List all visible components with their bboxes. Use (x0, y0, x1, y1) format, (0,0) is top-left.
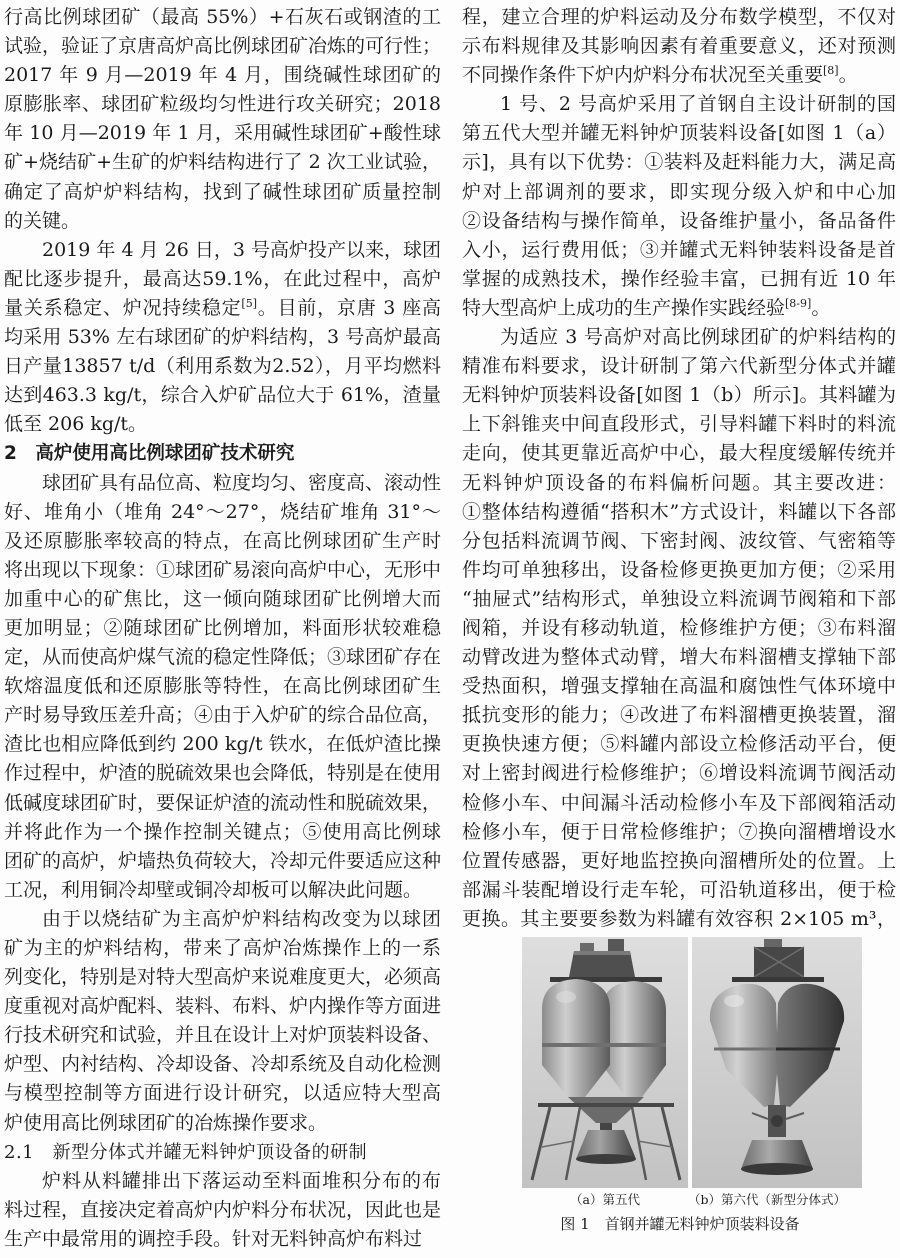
text-line: 检修小车，便于日常检修维护；⑦换向溜槽增设水 (462, 820, 896, 843)
text-line: 2017 年 9 月—2019 年 4 月，围绕碱性球团矿的 (4, 64, 441, 87)
paragraph (4, 905, 441, 1138)
text-line: 部漏斗装配增设行走车轮，可沿轨道移出，便于检 (462, 878, 896, 901)
text-line: 位置传感器，更好地监控换向溜槽所处的位置。上 (462, 849, 896, 872)
text-line: ②设备结构与操作简单，设备维护量小，备品备件 (462, 209, 896, 232)
text-line: 动臂改进为整体式动臂，增大布料溜槽支撑轴下部 (462, 646, 896, 669)
text-line: 走向，使其更靠近高炉中心，最大程度缓解传统并 (462, 442, 896, 465)
text-line: 程，建立合理的炉料运动及分布数学模型，不仅对 (462, 6, 896, 28)
text-line: 第五代大型并罐无料钟炉顶装料设备[如图 1（a） (462, 122, 896, 145)
text-line: 年 10 月—2019 年 1 月，采用碱性球团矿+酸性球 (4, 122, 441, 145)
text-line: 达到463.3 kg/t，综合入炉矿品位大于 61%，渣量 (4, 384, 441, 407)
text-line: 作过程中，炉渣的脱硫效果也会降低，特别是在使用 (4, 762, 441, 785)
text-line: 度重视对高炉配料、装料、布料、炉内操作等方面进 (4, 995, 441, 1018)
text-line: 矿为主的炉料结构，带来了高炉冶炼操作上的一系 (4, 937, 441, 959)
distribution-chute-housing (741, 1140, 813, 1175)
text-line: 与模型控制等方面进行设计研究，以适应特大型高 (4, 1082, 441, 1105)
text-line: 1 号、2 号高炉采用了首钢自主设计研制的国 (500, 93, 896, 116)
text-line: 球团矿具有品位高、粒度均匀、密度高、滚动性 (42, 471, 441, 494)
text-line: 炉使用高比例球团矿的冶炼操作要求。 (4, 1111, 328, 1134)
text-line: 2 高炉使用高比例球团矿技术研究 (4, 443, 295, 465)
text-line: 精准布料要求，设计研制了第六代新型分体式并罐 (462, 355, 896, 378)
text-line (462, 61, 896, 90)
text-line: 更换快速方便；⑤料罐内部设立检修活动平台，便 (462, 733, 896, 756)
text-line: 并将此作为一个操作控制关键点；⑤使用高比例球 (4, 820, 441, 843)
text-line: 将出现以下现象：①球团矿易滚向高炉中心，无形中 (4, 558, 441, 581)
text-line: 件均可单独移出，设备检修更换更加方便；②采用 (462, 558, 896, 581)
text-line: 2.1 新型分体式并罐无料钟炉顶设备的研制 (4, 1141, 368, 1163)
text-line: 工况，利用铜冷却壁或铜冷却板可以解决此问题。 (4, 878, 423, 901)
right-column (462, 3, 896, 935)
text-line: ①整体结构遵循“搭积木”方式设计，料罐以下各部 (462, 500, 896, 523)
text-line: 配比逐步提升，最高达59.1%，在此过程中，高炉 (4, 267, 441, 290)
paragraph-continued (462, 3, 896, 90)
text-line: 炉对上部调剂的要求，即实现分级入炉和中心加 (462, 180, 896, 203)
citation-ref: [5] (241, 296, 257, 310)
text-line: 无料钟炉顶设备的布料偏析问题。其主要改进： (462, 471, 896, 494)
text-line: 及还原膨胀率较高的特点，在高比例球团矿生产时 (4, 529, 441, 552)
figure-panel-b-image (692, 937, 862, 1188)
text-line: 原膨胀率、球团矿粒级均匀性进行攻关研究；2018 (4, 93, 441, 116)
text-line: 渣比也相应降低到约 200 kg/t 铁水，在低炉渣比操 (4, 733, 441, 756)
text-line: 分包括料流调节阀、下密封阀、波纹管、气密箱等 (462, 529, 896, 552)
text-line: 加重中心的矿焦比，这一倾向随球团矿比例增大而 (4, 587, 441, 610)
text-line: 好、堆角小（堆角 24°～27°，烧结矿堆角 31°～ (4, 500, 441, 523)
text-line: 团矿的高炉，炉墙热负荷较大，冷却元件要适应这种 (4, 849, 441, 872)
text-line: 行高比例球团矿（最高 55%）+石灰石或钢渣的工 (4, 6, 441, 28)
text-line (462, 294, 896, 323)
text-line: 更加明显；②随球团矿比例增加，料面形状较难稳 (4, 616, 441, 639)
figure-panel-a-image (522, 937, 688, 1188)
text-line: 料过程，直接决定着高炉内炉料分布状况，因此也是 (4, 1198, 441, 1221)
text-line: 示布料规律及其影响因素有着重要意义，还对预测 (462, 35, 896, 58)
text-line: 上下斜锥夹中间直段形式，引导料罐下料时的料流 (462, 413, 896, 436)
text-line: 炉型、内衬结构、冷却设备、冷却系统及自动化检测 (4, 1053, 441, 1076)
text-line: 阀箱，并设有移动轨道，检修维护方便；③布料溜 (462, 616, 896, 639)
text-line: 示]，具有以下优势：①装料及赶料能力大，满足高 (462, 151, 896, 174)
text-line (4, 294, 441, 323)
text-line: 定，从而使高炉煤气流的稳定性降低；③球团矿存在 (4, 646, 441, 669)
text-run: 特大型高炉上成功的生产操作实践经验 (462, 296, 786, 319)
left-column (4, 3, 441, 1257)
text-line: 产时易导致压差升高；④由于入炉矿的综合品位高， (4, 704, 441, 727)
text-line: 为适应 3 号高炉对高比例球团矿的炉料结构的 (500, 326, 896, 349)
text-run: 。 (811, 296, 831, 319)
paragraph (4, 236, 441, 440)
figure-caption: 图 1 首钢并罐无料钟炉顶装料设备 (560, 1215, 800, 1233)
text-line: “抽屉式”结构形式，单独设立料流调节阀箱和下部 (462, 587, 896, 610)
text-line: 入小，运行费用低；③并罐式无料钟装料设备是首 (462, 238, 896, 261)
figure-1 (522, 937, 862, 1237)
subsection-heading (4, 1138, 441, 1167)
text-line: 检修小车、中间漏斗活动检修小车及下部阀箱活动 (462, 791, 896, 814)
text-run: 量关系稳定、炉况持续稳定 (4, 296, 242, 319)
paragraph (4, 1167, 441, 1254)
text-line: 掌握的成熟技术，操作经验丰富，已拥有近 10 年 (462, 267, 896, 290)
text-line: 行技术研究和试验，并且在设计上对炉顶装料设备、 (4, 1024, 441, 1047)
text-line: 均采用 53% 左右球团矿的炉料结构，3 号高炉最高 (4, 326, 441, 349)
text-line: 试验，验证了京唐高炉高比例球团矿冶炼的可行性； (4, 35, 441, 58)
text-line: 炉料从料罐排出下落运动至料面堆积分布的布 (42, 1169, 441, 1192)
text-line: 的关键。 (4, 209, 81, 232)
text-line: 确定了高炉炉料结构，找到了碱性球团矿质量控制 (4, 180, 441, 203)
figure-panel-b-caption: （b）第六代（新型分体式） (687, 1192, 846, 1207)
text-line: 无料钟炉顶装料设备[如图 1（b）所示]。其料罐为 (462, 384, 896, 407)
paragraph (462, 90, 896, 323)
text-line: 低至 206 kg/t。 (4, 413, 148, 436)
paragraph (4, 469, 441, 905)
text-line: 2019 年 4 月 26 日，3 号高炉投产以来，球团 (42, 238, 441, 261)
text-line: 矿+烧结矿+生矿的炉料结构进行了 2 次工业试验， (4, 151, 441, 174)
text-run: 不同操作条件下炉内炉料分布状况至关重要 (462, 64, 824, 87)
text-run: 。 (838, 64, 858, 87)
text-line: 受热面积，增强支撑轴在高温和腐蚀性气体环境中 (462, 675, 896, 698)
text-line: 对上密封阀进行检修维护；⑥增设料流调节阀活动 (462, 762, 896, 785)
text-line: 抵抗变形的能力；④改进了布料溜槽更换装置，溜 (462, 704, 896, 727)
text-line: 生产中最常用的调控手段。针对无料钟高炉布料过 (4, 1227, 423, 1250)
text-line: 软熔温度低和还原膨胀等特性，在高比例球团矿生 (4, 675, 441, 698)
citation-ref: [8-9] (785, 296, 812, 310)
paragraph-continued (4, 3, 441, 236)
figure-panel-a-caption: （a）第五代 (570, 1192, 640, 1207)
text-line: 低碱度球团矿时，要保证炉渣的流动性和脱硫效果， (4, 791, 441, 814)
section-heading (4, 439, 441, 468)
citation-ref: [8] (823, 64, 839, 78)
text-line: 更换。其主要要参数为料罐有效容积 2×105 m³， (462, 907, 896, 930)
text-line: 由于以烧结矿为主高炉炉料结构改变为以球团 (42, 907, 441, 930)
text-run: 。目前，京唐 3 座高 (257, 296, 441, 319)
text-line: 日产量13857 t/d（利用系数为2.52），月平均燃料 (4, 355, 441, 378)
text-line: 列变化，特别是对特大型高炉来说难度更大，必须高 (4, 966, 441, 989)
paragraph (462, 323, 896, 934)
